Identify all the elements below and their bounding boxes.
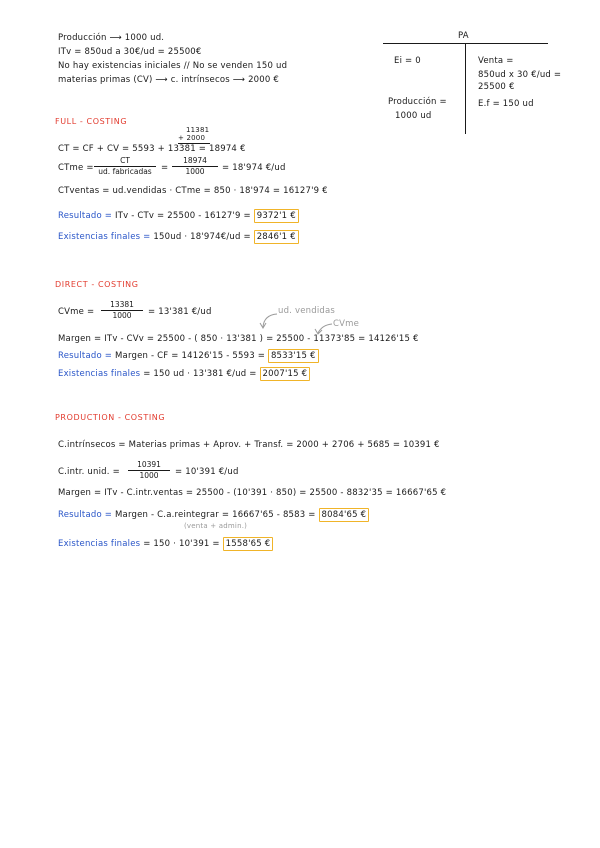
full-ctme-label: CTme = [58, 163, 94, 173]
direct-cvme-fraction [101, 300, 143, 321]
intro-line-1: Producción ⟶ 1000 ud. [58, 33, 165, 43]
curved-arrow-icon [258, 312, 280, 330]
full-resultado-label: Resultado = [58, 211, 113, 221]
full-existencias-label: Existencias finales = [58, 232, 151, 242]
production-resultado-label: Resultado = [58, 510, 113, 520]
direct-resultado-label: Resultado = [58, 351, 113, 361]
production-resultado-note: (venta + admin.) [184, 522, 248, 530]
production-cunit-num: 10391 [128, 460, 170, 471]
full-resultado-expr: ITv - CTv = 25500 - 16127'9 = [115, 211, 251, 221]
direct-cvme-result: = 13'381 €/ud [148, 307, 212, 317]
direct-margen: Margen = ITv - CVv = 25500 - ( 850 · 13'381 ) = 25500 - 11373'85 = 14126'15 € [58, 334, 419, 344]
pa-venta-2: 850ud x 30 €/ud = [478, 70, 562, 80]
production-resultado-value: 8084'65 € [319, 508, 370, 522]
production-existencias-label: Existencias finales [58, 539, 141, 549]
pa-ef: E.f = 150 ud [478, 99, 534, 109]
pa-venta-1: Venta = [478, 56, 514, 66]
intro-line-3: No hay existencias iniciales // No se venden 150 ud [58, 61, 288, 71]
full-ct: CT = CF + CV = 5593 + 13381 = 18974 € [58, 144, 246, 154]
direct-resultado-expr: Margen - CF = 14126'15 - 5593 = [115, 351, 266, 361]
direct-resultado [58, 351, 319, 362]
intro-line-4: materias primas (CV) ⟶ c. intrínsecos ⟶ 2000 € [58, 75, 280, 85]
intro-line-2: ITv = 850ud a 30€/ud = 25500€ [58, 47, 202, 57]
full-sum-top: 11381 [186, 126, 210, 134]
direct-cvme-num: 13381 [101, 300, 143, 311]
production-cunit-fraction [128, 460, 170, 481]
direct-costing-title: DIRECT - COSTING [55, 280, 139, 289]
arrow-icon: ⟶ [155, 75, 168, 85]
full-sum-mid: + 2000 [178, 134, 206, 142]
full-existencias [58, 232, 299, 243]
full-existencias-expr: 150ud · 18'974€/ud = [153, 232, 251, 242]
full-resultado-value: 9372'1 € [254, 209, 299, 223]
full-existencias-value: 2846'1 € [254, 230, 299, 244]
production-margen: Margen = ITv - C.intr.ventas = 25500 - (10'391 · 850) = 25500 - 8832'35 = 16667'65 € [58, 488, 447, 498]
direct-cvme-label: CVme = [58, 307, 95, 317]
production-costing-title: PRODUCTION - COSTING [55, 413, 166, 422]
direct-existencias-value: 2007'15 € [260, 367, 311, 381]
production-resultado [58, 510, 369, 521]
production-cunit-result: = 10'391 €/ud [175, 467, 239, 477]
production-cintr: C.intrínsecos = Materias primas + Aprov. + Transf. = 2000 + 2706 + 5685 = 10391 € [58, 440, 440, 450]
direct-existencias-expr: = 150 ud · 13'381 €/ud = [143, 369, 257, 379]
full-ctme-fraction-2 [172, 156, 218, 177]
direct-existencias-label: Existencias finales [58, 369, 141, 379]
arrow-icon: ⟶ [109, 33, 122, 43]
full-costing-title: FULL - COSTING [55, 117, 128, 126]
direct-note-cvme: CVme [333, 319, 360, 329]
production-existencias-value: 1558'65 € [223, 537, 274, 551]
full-ctme-eq: = [161, 163, 169, 173]
direct-existencias [58, 369, 310, 380]
full-ctme-result: = 18'974 €/ud [222, 163, 286, 173]
pa-produccion-2: 1000 ud [395, 111, 432, 121]
pa-venta-3: 25500 € [478, 82, 515, 92]
full-ctme-num: CT [94, 156, 156, 167]
production-cunit-den: 1000 [139, 471, 159, 480]
direct-resultado-value: 8533'15 € [268, 349, 319, 363]
full-ctme-den: ud. fabricadas [98, 167, 152, 176]
full-ctme-den2: 1000 [185, 167, 205, 176]
direct-note-ud-vendidas: ud. vendidas [278, 306, 336, 316]
production-existencias-expr: = 150 · 10'391 = [143, 539, 220, 549]
full-ctme-fraction [94, 156, 156, 177]
pa-ei: Ei = 0 [394, 56, 421, 66]
pa-center-rule [465, 43, 466, 134]
direct-cvme-den: 1000 [112, 311, 132, 320]
pa-title: PA [458, 31, 469, 41]
full-ctventas: CTventas = ud.vendidas · CTme = 850 · 18'974 = 16127'9 € [58, 186, 328, 196]
full-resultado [58, 211, 299, 222]
production-existencias [58, 539, 273, 550]
arrow-icon: ⟶ [232, 75, 246, 85]
full-ctme-num2: 18974 [172, 156, 218, 167]
pa-produccion-1: Producción = [388, 97, 447, 107]
production-resultado-expr: Margen - C.a.reintegrar = 16667'65 - 8583 = [115, 510, 316, 520]
production-cunit-label: C.intr. unid. = [58, 467, 120, 477]
